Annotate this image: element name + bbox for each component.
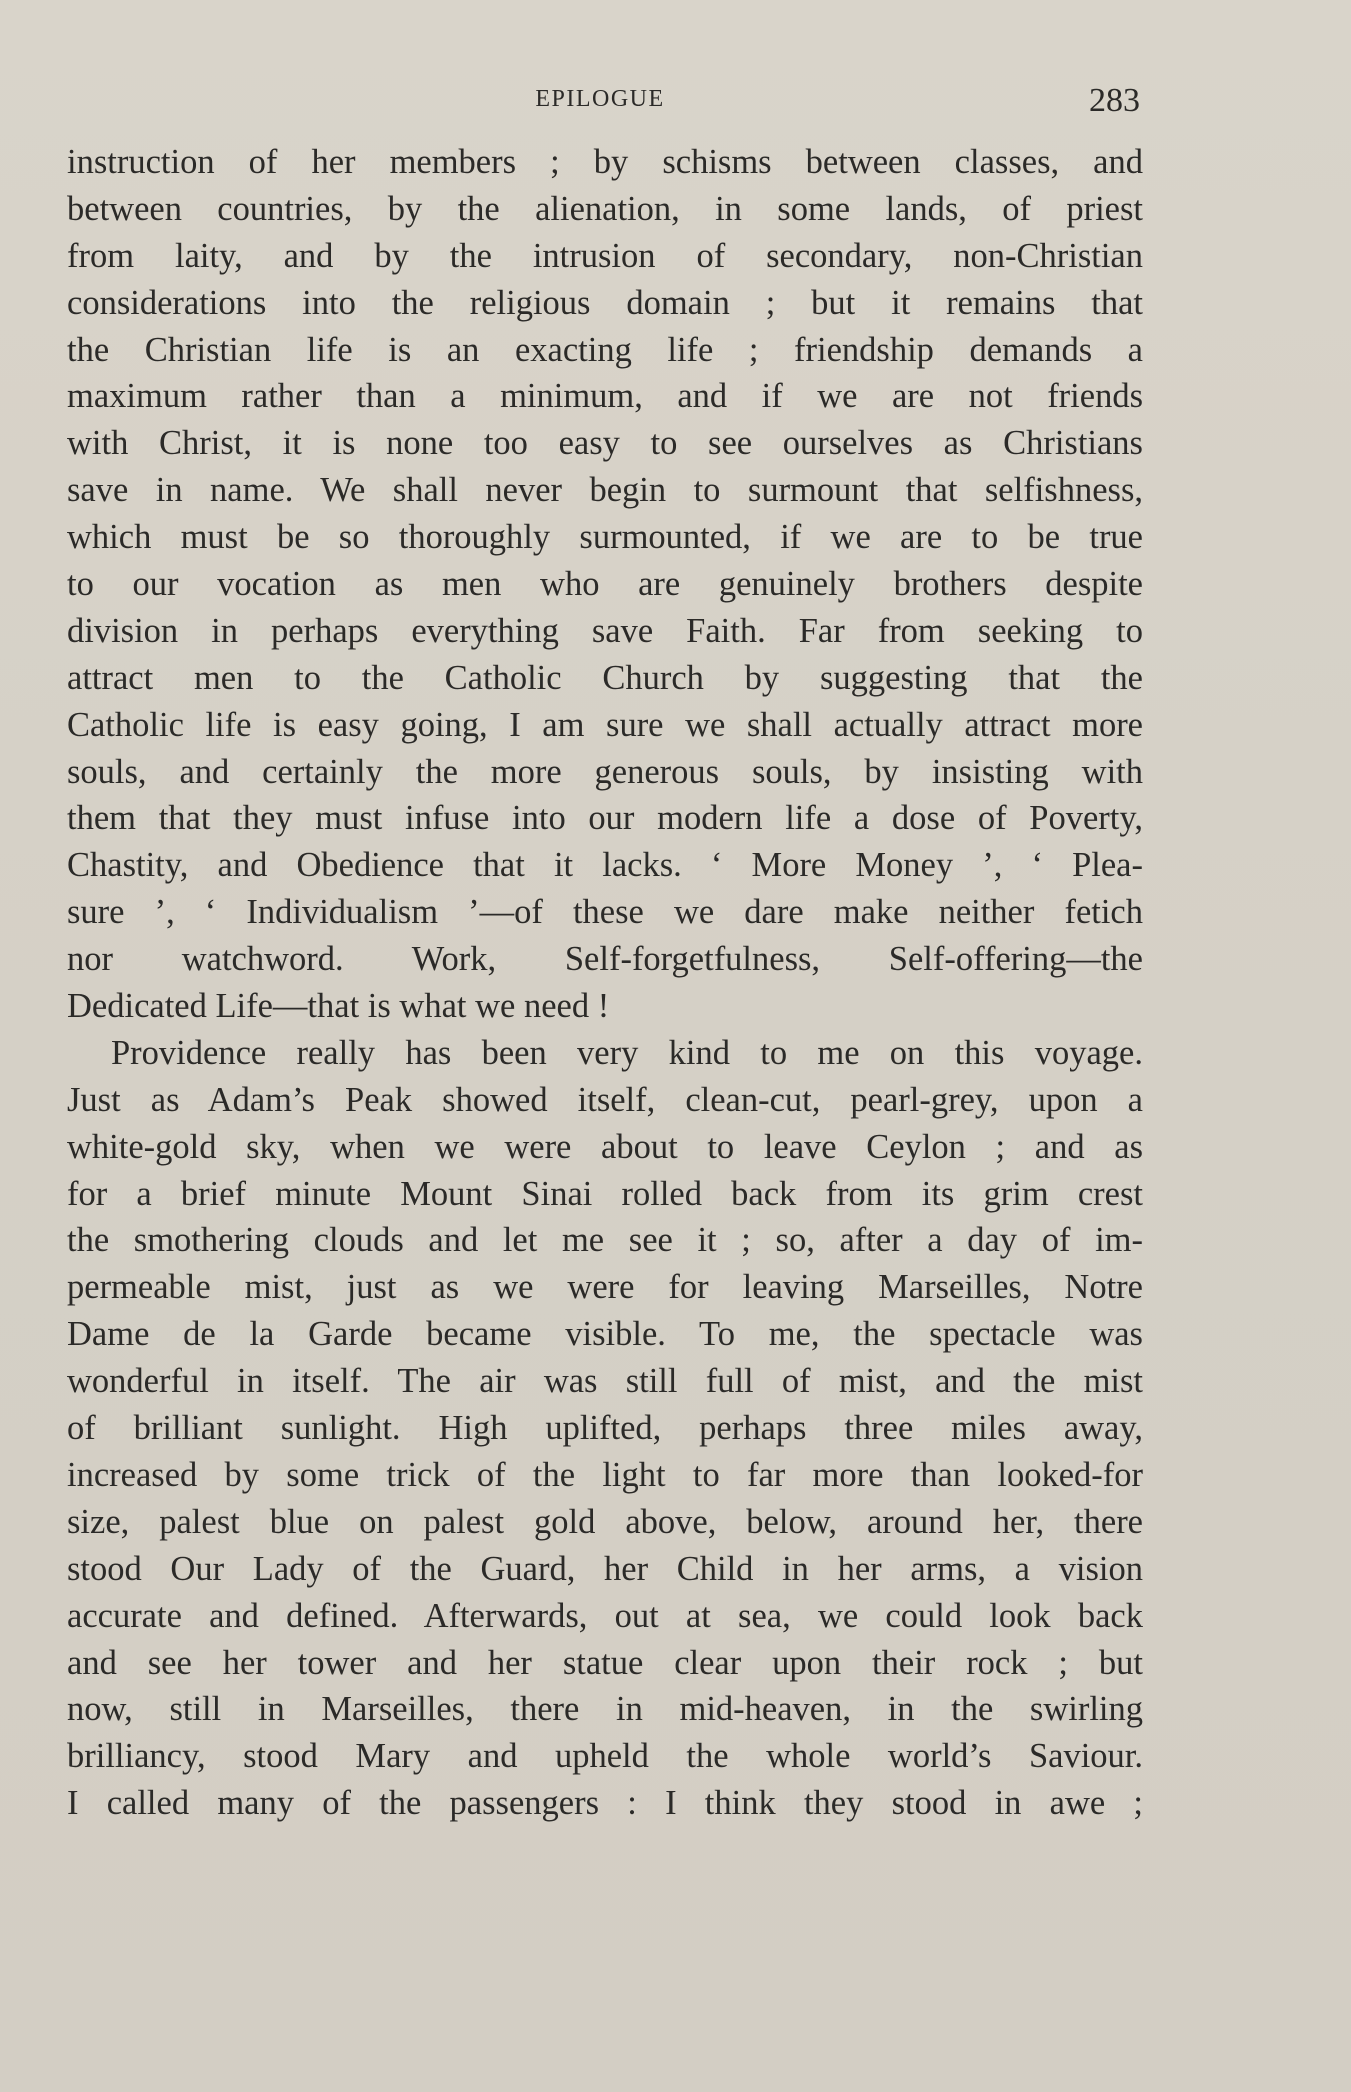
text-line: considerations into the religious domain ; but it remains that	[67, 283, 1143, 322]
text-line: accurate and defined. Afterwards, out at sea, we could look back	[67, 1596, 1143, 1635]
text-line: brilliancy, stood Mary and upheld the whole world’s Saviour.	[67, 1737, 1143, 1776]
text-line: white-gold sky, when we were about to leave Ceylon ; and as	[67, 1127, 1143, 1166]
text-line: increased by some trick of the light to far more than looked-for	[67, 1455, 1143, 1494]
text-line: division in perhaps everything save Faith. Far from seeking to	[67, 611, 1143, 650]
text-line: between countries, by the alienation, in some lands, of priest	[67, 189, 1143, 228]
text-line: them that they must infuse into our modern life a dose of Poverty,	[67, 799, 1143, 838]
text-line: with Christ, it is none too easy to see ourselves as Christians	[67, 424, 1143, 463]
text-line: permeable mist, just as we were for leaving Marseilles, Notre	[67, 1268, 1143, 1307]
text-line: of brilliant sunlight. High uplifted, perhaps three miles away,	[67, 1409, 1143, 1448]
text-line: Providence really has been very kind to me on this voyage.	[111, 1033, 1143, 1072]
text-line: now, still in Marseilles, there in mid-heaven, in the swirling	[67, 1690, 1143, 1729]
text-line: save in name. We shall never begin to surmount that selfishness,	[67, 471, 1143, 510]
running-head	[0, 82, 1351, 122]
chapter-title: EPILOGUE	[535, 86, 665, 112]
text-line: instruction of her members ; by schisms between classes, and	[67, 143, 1143, 181]
text-line: Chastity, and Obedience that it lacks. ‘ More Money ’, ‘ Plea-	[67, 846, 1143, 885]
text-line: stood Our Lady of the Guard, her Child in her arms, a vision	[67, 1549, 1143, 1588]
text-line: the Christian life is an exacting life ; friendship demands a	[67, 330, 1143, 369]
text-line: sure ’, ‘ Individualism ’—of these we dare make neither fetich	[67, 893, 1143, 932]
text-line: from laity, and by the intrusion of secondary, non-Christian	[67, 236, 1143, 275]
text-line: for a brief minute Mount Sinai rolled back from its grim crest	[67, 1174, 1143, 1213]
text-line: maximum rather than a minimum, and if we are not friends	[67, 377, 1143, 416]
text-line: I called many of the passengers : I think they stood in awe ;	[67, 1784, 1143, 1823]
text-line: Catholic life is easy going, I am sure we shall actually attract more	[67, 705, 1143, 744]
text-line: which must be so thoroughly surmounted, if we are to be true	[67, 518, 1143, 557]
text-line: attract men to the Catholic Church by suggesting that the	[67, 658, 1143, 697]
text-line: size, palest blue on palest gold above, below, around her, there	[67, 1502, 1143, 1541]
text-line: nor watchword. Work, Self-forgetfulness, Self-offering—the	[67, 940, 1143, 979]
text-line: and see her tower and her statue clear upon their rock ; but	[67, 1643, 1143, 1682]
text-line: to our vocation as men who are genuinely brothers despite	[67, 565, 1143, 604]
text-line: Dame de la Garde became visible. To me, the spectacle was	[67, 1315, 1143, 1354]
text-line: wonderful in itself. The air was still full of mist, and the mist	[67, 1362, 1143, 1401]
text-line: Just as Adam’s Peak showed itself, clean-cut, pearl-grey, upon a	[67, 1080, 1143, 1119]
paragraph	[67, 1030, 1143, 1827]
paragraph	[67, 139, 1143, 1030]
text-line: the smothering clouds and let me see it ; so, after a day of im-	[67, 1221, 1143, 1260]
body-text	[67, 139, 1143, 1827]
text-line: souls, and certainly the more generous souls, by insisting with	[67, 752, 1143, 791]
text-line: Dedicated Life—that is what we need !	[67, 987, 610, 1026]
page-number: 283	[1089, 82, 1140, 119]
